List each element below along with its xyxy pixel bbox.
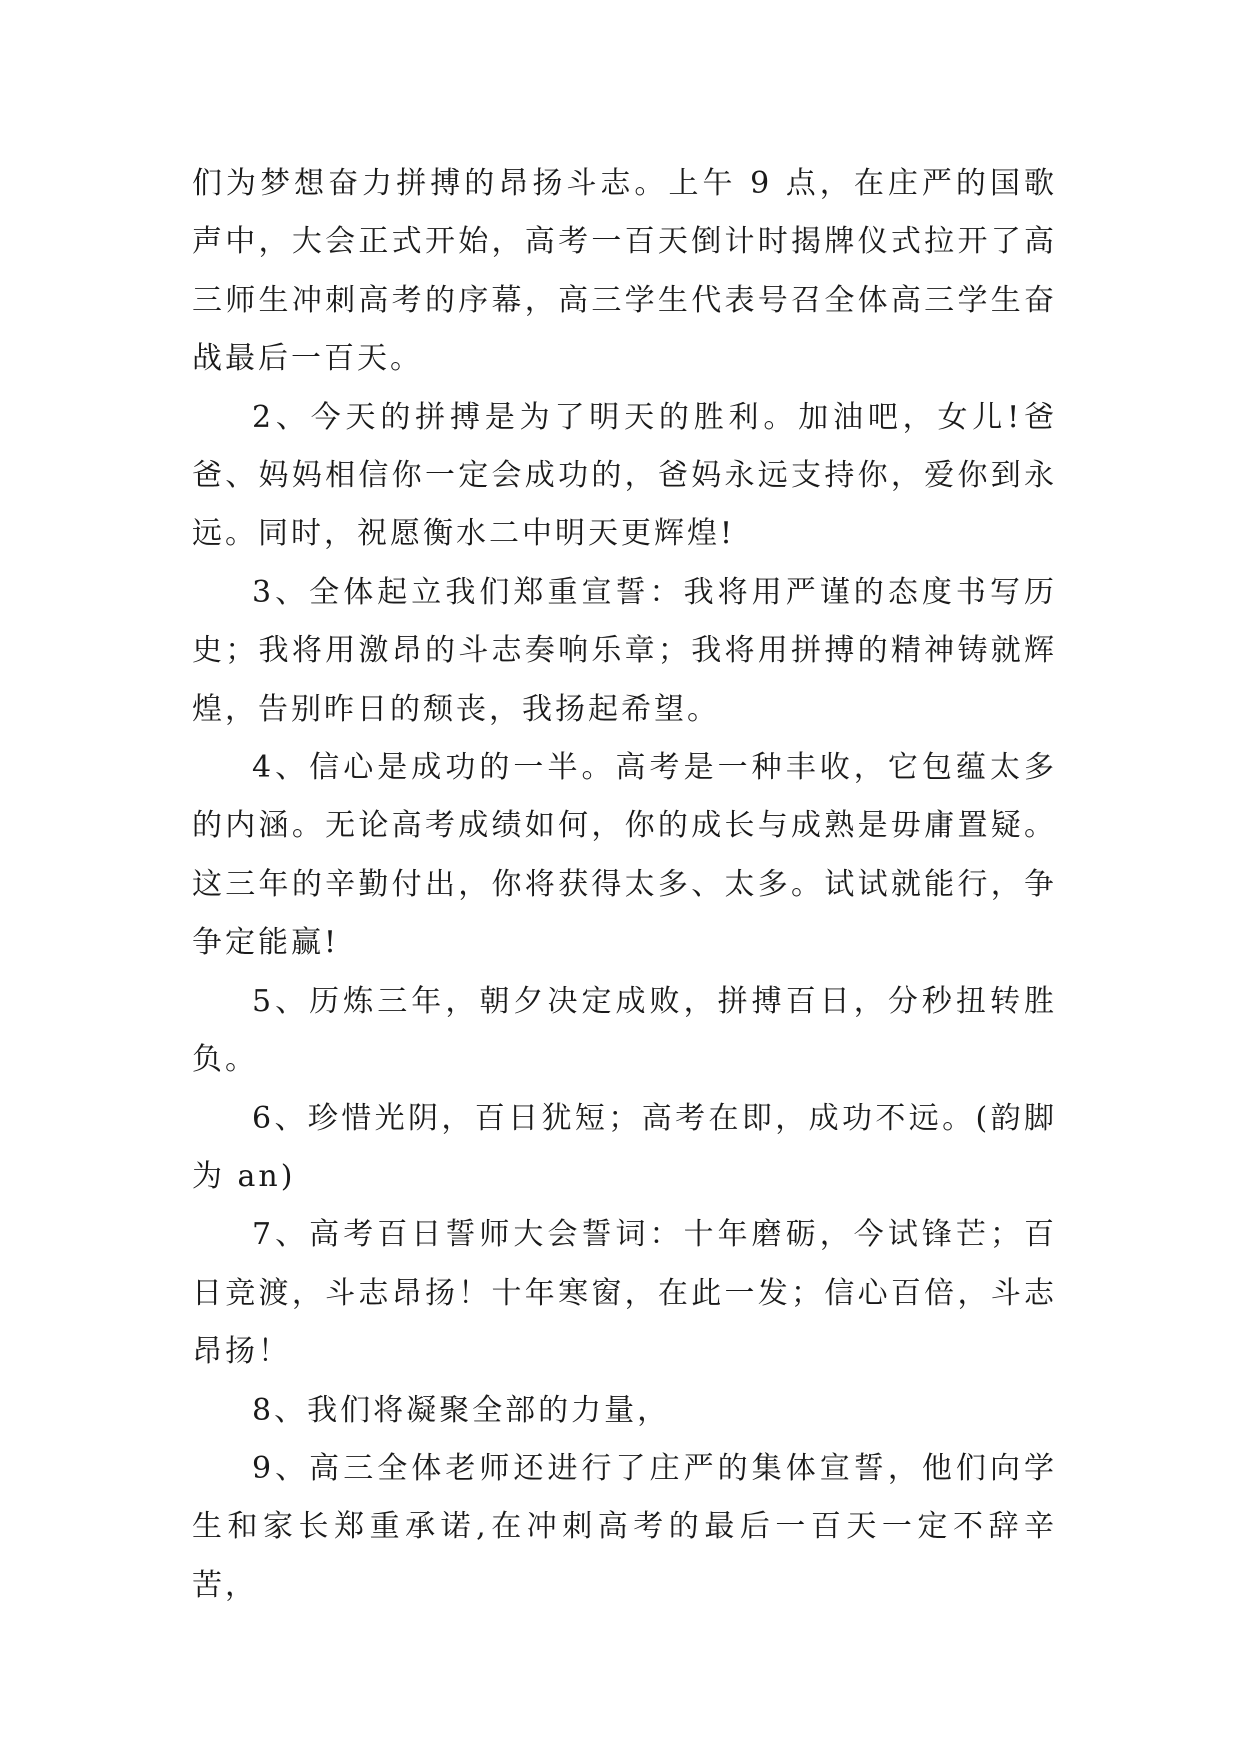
paragraph-6: 6、珍惜光阴，百日犹短；高考在即，成功不远。(韵脚为 an) [192, 1100, 1057, 1194]
paragraph-continued: 们为梦想奋力拼搏的昂扬斗志。上午 9 点，在庄严的国歌声中，大会正式开始，高考一百天倒计时揭牌仪式拉开了高三师生冲刺高考的序幕，高三学生代表号召全体高三学生奋战最后一百天。 [192, 166, 1057, 377]
document-body [192, 155, 1057, 1615]
paragraph-7: 7、高考百日誓师大会誓词：十年磨砺，今试锋芒；百日竞渡，斗志昂扬！十年寒窗，在此一发；信心百倍，斗志昂扬！ [192, 1217, 1057, 1370]
paragraph-2: 2、今天的拼搏是为了明天的胜利。加油吧，女儿!爸爸、妈妈相信你一定会成功的，爸妈永远支持你，爱你到永远。同时，祝愿衡水二中明天更辉煌! [192, 399, 1057, 552]
paragraph-3: 3、全体起立我们郑重宣誓：我将用严谨的态度书写历史；我将用激昂的斗志奏响乐章；我将用拼搏的精神铸就辉煌，告别昨日的颓丧，我扬起希望。 [192, 574, 1057, 727]
paragraph-8: 8、我们将凝聚全部的力量， [252, 1392, 671, 1428]
paragraph-4: 4、信心是成功的一半。高考是一种丰收，它包蕴太多的内涵。无论高考成绩如何，你的成长与成熟是毋庸置疑。这三年的辛勤付出，你将获得太多、太多。试试就能行，争争定能赢! [192, 750, 1057, 961]
paragraph-5: 5、历炼三年，朝夕决定成败，拼搏百日，分秒扭转胜负。 [192, 983, 1057, 1078]
paragraph-9: 9、高三全体老师还进行了庄严的集体宣誓，他们向学生和家长郑重承诺,在冲刺高考的最后一百天一定不辞辛苦， [192, 1450, 1057, 1603]
